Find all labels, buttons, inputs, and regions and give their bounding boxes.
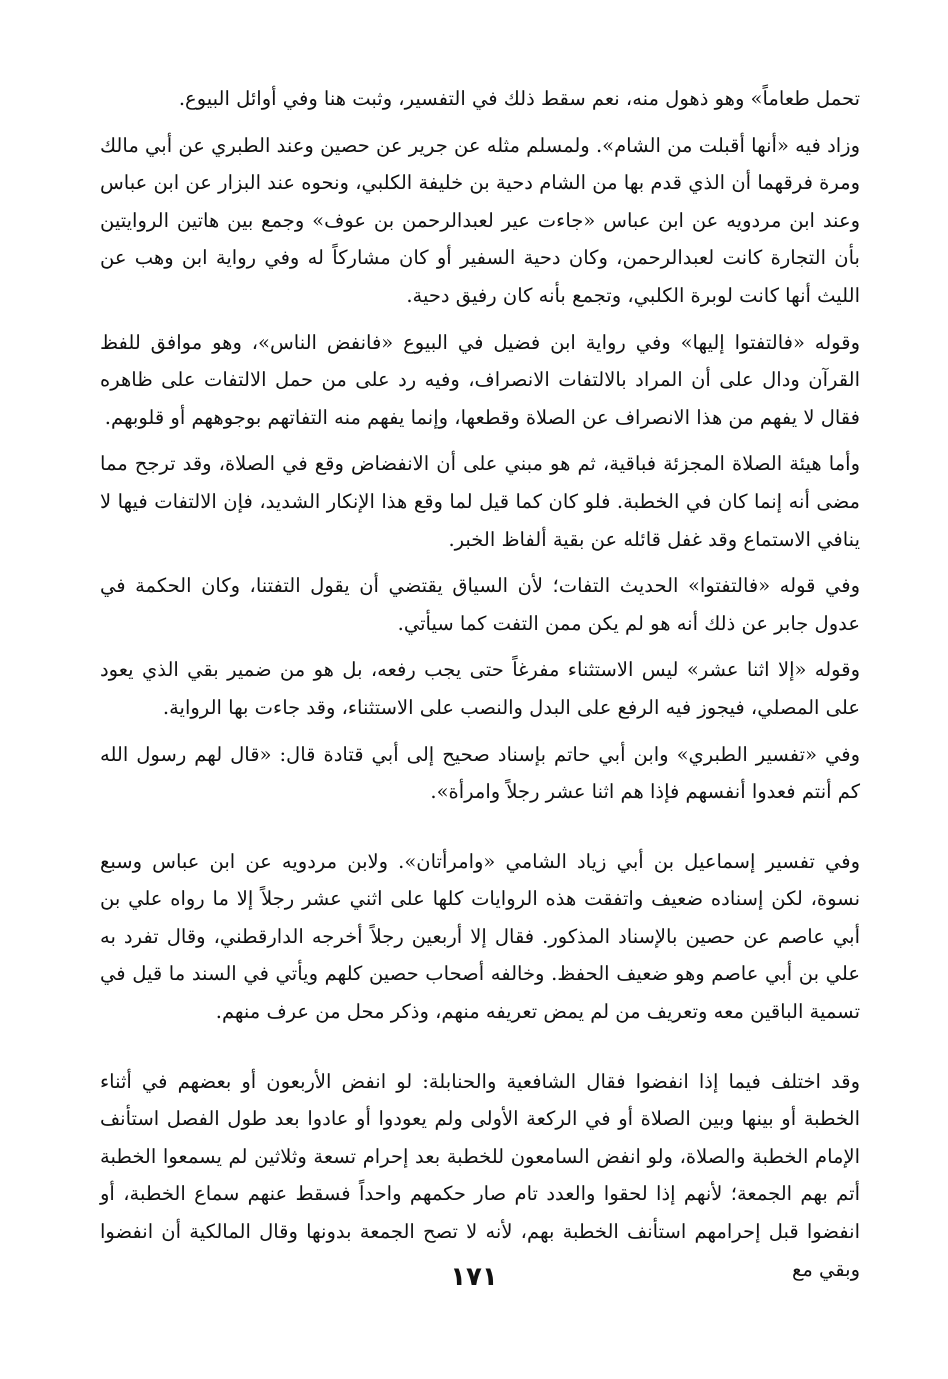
page-number: ١٧١ xyxy=(450,1262,498,1292)
paragraph: وزاد فيه «أنها أقبلت من الشام». ولمسلم مثله عن جرير عن حصين وعند الطبري عن أبي مالك ومرة فرقهما أن الذي قدم بها من الشام دحية بن خليفة الكلبي، ونحوه عند البزار عن ابن عباس وعند ابن مردويه عن ابن عباس «جاءت عير لعبدالرحمن بن عوف» وجمع بين هاتين الروايتين بأن التجارة كانت لعبدالرحمن، وكان دحية السفير أو كان مشاركاً له وفي رواية ابن وهب عن الليث أنها كانت لوبرة الكلبي، وتجمع بأنه كان رفيق دحية. xyxy=(100,133,860,307)
paragraph: وقد اختلف فيما إذا انفضوا فقال الشافعية والحنابلة: لو انفض الأربعون أو بعضهم في أثناء الخطبة أو بينها وبين الصلاة أو في الركعة الأولى ولم يعودوا أو عادوا بعد طول الفصل استأنف الإمام الخطبة والصلاة، ولو انفض السامعون للخطبة بعد إحرام تسعة وثلاثين لم يسمعوا الخطبة أتم بهم الجمعة؛ لأنهم إذا لحقوا والعدد تام صار حكمهم واحداً فسقط عنهم سماع الخطبة، أو انفضوا قبل إحرامهم استأنف الخطبة بهم، لأنه لا تصح الجمعة بدونها وقال المالكية أن انفضوا وبقي مع xyxy=(100,1069,860,1281)
paragraph: وقوله «فالتفتوا إليها» وفي رواية ابن فضيل في البيوع «فانفض الناس»، وهو موافق للفظ القرآن ودال على أن المراد بالالتفات الانصراف، وفيه رد على من حمل الالتفات على ظاهره فقال لا يفهم من هذا الانصراف عن الصلاة وقطعها، وإنما يفهم منه التفاتهم بوجوههم أو قلوبهم. xyxy=(100,330,860,429)
paragraph: وفي تفسير إسماعيل بن أبي زياد الشامي «وامرأتان». ولابن مردويه عن ابن عباس وسبع نسوة، لكن إسناده ضعيف واتفقت هذه الروايات كلها على اثني عشر رجلاً إلا ما رواه علي بن أبي عاصم عن حصين بالإسناد المذكور. فقال إلا أربعين رجلاً أخرجه الدارقطني، وقال تفرد به علي بن أبي عاصم وهو ضعيف الحفظ. وخالفه أصحاب حصين كلهم ويأتي في السند ما قيل في تسمية الباقين معه وتعريف من لم يمض تعريفه منهم، وذكر محل من عرف منهم. xyxy=(100,849,860,1024)
paragraph: وفي «تفسير الطبري» وابن أبي حاتم بإسناد صحيح إلى أبي قتادة قال: «قال لهم رسول الله كم أنتم فعدوا أنفسهم فإذا هم اثنا عشر رجلاً وامرأة». xyxy=(100,742,860,804)
paragraph: وفي قوله «فالتفتوا» الحديث التفات؛ لأن السياق يقتضي أن يقول التفتنا، وكان الحكمة في عدول جابر عن ذلك أنه هو لم يكن ممن التفت كما سيأتي. xyxy=(100,574,860,635)
paragraph: وقوله «إلا اثنا عشر» ليس الاستثناء مفرغاً حتى يجب رفعه، بل هو من ضمير بقي الذي يعود على المصلي، فيجوز فيه الرفع على البدل والنصب على الاستثناء، وقد جاءت بها الرواية. xyxy=(100,658,860,719)
paragraph: وأما هيئة الصلاة المجزئة فباقية، ثم هو مبني على أن الانفضاض وقع في الصلاة، وقد ترجح مما مضى أنه إنما كان في الخطبة. فلو كان كما قيل لما وقع هذا الإنكار الشديد، فإن الالتفات فيها لا ينافي الاستماع وقد غفل قائله عن بقية ألفاظ الخبر. xyxy=(100,452,860,551)
paragraph: تحمل طعاماً» وهو ذهول منه، نعم سقط ذلك في التفسير، وثبت هنا وفي أوائل البيوع. xyxy=(178,87,860,110)
body-text xyxy=(100,80,860,1297)
